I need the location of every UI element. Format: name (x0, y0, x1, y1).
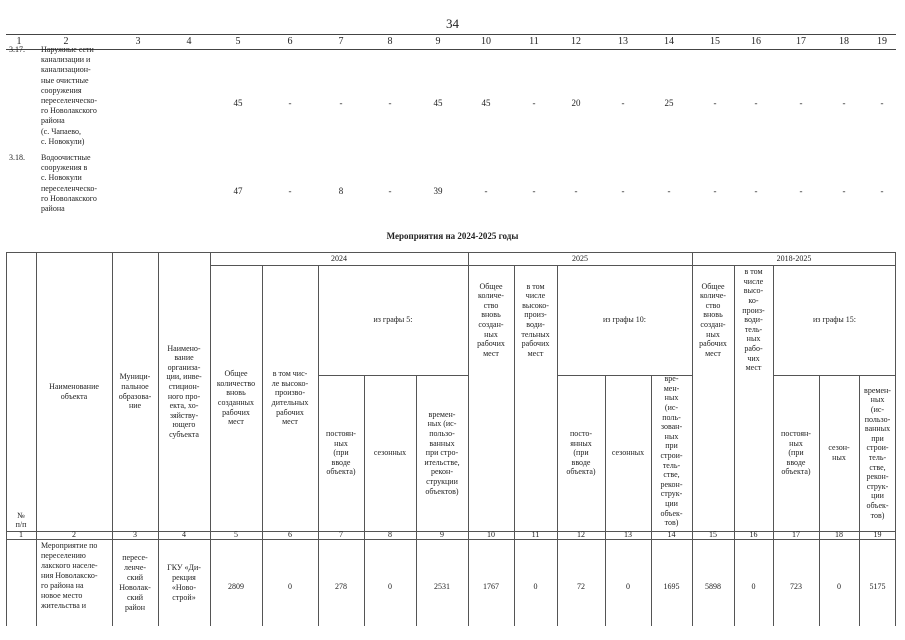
row-value: - (754, 98, 758, 108)
index-cell-14 (652, 532, 691, 538)
col-hp-2025-header-line: тельных (521, 329, 550, 339)
col-total-2025-header-line: вновь (481, 310, 501, 320)
col-temp-all-header-line: при (871, 433, 884, 443)
from-col-5-header-line: из графы 5: (373, 315, 413, 325)
col-seasonal-2024-header-line: сезонных (373, 448, 407, 458)
row-value: 45 (481, 98, 491, 108)
col-municipality-header-line: пальное (121, 381, 149, 391)
year-2025-header-line: 2025 (572, 253, 588, 263)
col-total-2024-header (211, 266, 261, 530)
col-total-all-header-line: рабочих (699, 339, 727, 349)
col-total-2025-header-line: мест (483, 348, 499, 358)
col-total-2025-header-line: количе- (478, 291, 504, 301)
col-seasonal-all-header-line: сезон- (828, 443, 850, 453)
row-value: 47 (233, 186, 243, 196)
index-cell-6 (263, 532, 317, 538)
data-value: 1767 (483, 582, 499, 591)
data-value: 0 (288, 582, 292, 591)
top-header-col-18: 18 (839, 36, 849, 47)
col-organization-header-line: Наимено- (167, 343, 201, 353)
col-temp-2025-header-line: ных (664, 393, 679, 403)
col-object-header-line: Наименование (49, 381, 99, 391)
col-hp-all-header-line: чих (747, 353, 760, 363)
row-value: - (842, 98, 846, 108)
index-cell-13 (606, 532, 650, 538)
index-cell-15-line: 15 (709, 530, 717, 540)
col-municipality-header-line: образова- (118, 391, 152, 401)
index-cell-14-line: 14 (667, 530, 676, 540)
col-temp-2024-header-line: ительстве, (424, 457, 460, 467)
index-cell-17-line: 17 (792, 530, 800, 540)
col-permanent-2025-header-line: янных (570, 438, 592, 448)
data-municipality-line: пересе- (122, 553, 148, 562)
col-temp-2024-header-line: струкции (426, 476, 458, 486)
data-value: 0 (533, 582, 538, 591)
col-hp-2024-header-line: ле высоко- (271, 378, 309, 388)
index-cell-19-line: 19 (873, 530, 882, 540)
index-cell-8-line: 8 (388, 530, 392, 540)
col-temp-2025-header-line: (ис- (664, 403, 679, 413)
col-total-2024-header-line: Общее (224, 369, 248, 379)
row-name-line: района (41, 204, 65, 213)
col-temp-all-header-line: ванных (864, 424, 891, 434)
top-header-col-4: 4 (186, 36, 192, 47)
col-temp-2025-header-line: вре- (664, 374, 679, 384)
col-hp-all-header (735, 266, 772, 374)
row-value: - (532, 98, 536, 108)
col-permanent-all-header (774, 376, 818, 530)
col-municipality-header-line: Муници- (119, 372, 151, 382)
top-header-col-11: 11 (529, 36, 539, 47)
index-cell-1-line: 1 (19, 530, 23, 540)
index-cell-9 (417, 532, 467, 538)
col-permanent-2025-header (558, 376, 604, 530)
col-temp-2025-header-line: строи- (660, 451, 683, 460)
col-temp-2024-header-line: времен- (428, 409, 456, 419)
col-seasonal-2025-header (606, 376, 650, 530)
row-value: - (621, 186, 625, 196)
col-seasonal-2024-header (365, 376, 415, 530)
data-object-line: новое место (41, 591, 83, 600)
col-hp-2024-header-line: произво- (274, 388, 306, 398)
year-2024-header (211, 253, 467, 264)
col-permanent-2024-header-line: вводе (331, 457, 351, 467)
col-organization-header-line: стицион- (168, 381, 200, 391)
top-header-col-9: 9 (435, 36, 441, 47)
col-num-header-line: п/п (15, 520, 27, 530)
col-total-2025-header-line: ство (483, 300, 499, 310)
col-permanent-all-header-line: вводе (786, 457, 806, 467)
data-object-line: лакского населе- (41, 561, 98, 570)
col-total-all-header (693, 266, 733, 374)
col-temp-all-header-line: ции (871, 491, 884, 501)
col-permanent-2024-header-line: (при (333, 448, 349, 458)
row-name-line: Наружные сети (41, 45, 94, 54)
index-cell-3 (113, 532, 157, 538)
row-value: 45 (233, 98, 243, 108)
col-seasonal-2025-header-line: сезонных (611, 448, 645, 458)
top-header-col-16: 16 (751, 36, 761, 47)
year-2018-2025-header (693, 253, 895, 264)
from-col-10-header (558, 266, 691, 374)
col-temp-all-header-line: тель- (868, 453, 887, 462)
col-hp-2024-header (263, 266, 317, 530)
index-cell-16-line: 16 (749, 530, 758, 540)
col-permanent-2025-header-line: вводе (571, 457, 591, 467)
index-cell-19 (860, 532, 895, 538)
col-hp-all-header-line: высо- (743, 286, 764, 296)
col-hp-all-header-line: ко- (748, 296, 759, 306)
col-temp-2024-header-line: ванных (429, 438, 455, 448)
col-permanent-all-header-line: (при (788, 448, 804, 458)
page-number: 34 (446, 16, 459, 31)
col-temp-all-header-line: объек- (866, 500, 889, 510)
row-value: - (754, 186, 758, 196)
top-header-col-12: 12 (571, 36, 581, 47)
col-hp-all-header-line: рабо- (744, 343, 763, 353)
col-temp-2025-header-line: тов) (664, 518, 679, 528)
col-hp-2024-header-line: в том чис- (272, 369, 308, 379)
col-object-header (37, 253, 111, 530)
data-value: 2809 (228, 582, 244, 591)
top-header-col-17: 17 (796, 36, 806, 47)
top-header-col-10: 10 (481, 36, 491, 47)
col-hp-all-header-line: ных (746, 334, 761, 344)
col-organization-header-line: вание (174, 353, 194, 363)
col-organization-header-line: ющего (172, 420, 196, 430)
col-object-header-line: объекта (60, 391, 88, 401)
from-col-15-header (774, 266, 895, 374)
col-temp-2025-header-line: стве, (663, 470, 680, 480)
index-cell-13-line: 13 (624, 530, 632, 540)
col-hp-2025-header-line: мест (527, 348, 544, 358)
col-temp-2024-header-line: пользо- (429, 429, 455, 439)
col-hp-2025-header-line: высоко- (522, 300, 549, 310)
index-cell-5-line: 5 (234, 530, 238, 540)
row-name-line: канализацион- (41, 65, 91, 75)
index-cell-10-line: 10 (487, 530, 495, 540)
col-total-all-header-line: количе- (700, 291, 726, 301)
row-name-line: го Новолакского (41, 193, 97, 203)
row-value: - (288, 186, 292, 196)
data-municipality-line: ский (127, 593, 143, 602)
data-object-line: переселению (41, 551, 86, 560)
col-permanent-2024-header-line: ных (334, 438, 348, 448)
row-value: - (484, 186, 488, 196)
col-permanent-2024-header-line: объекта) (326, 467, 356, 477)
col-hp-2025-header-line: числе (525, 291, 546, 301)
data-value: 0 (751, 582, 756, 591)
col-num-header (7, 253, 35, 530)
top-header-col-8: 8 (387, 36, 393, 47)
from-col-10-header-line: из графы 10: (602, 315, 647, 325)
col-temp-2025-header-line: при (665, 441, 678, 451)
col-temp-2024-header-line: объектов) (425, 486, 459, 496)
col-organization-header-line: зяйству- (169, 410, 199, 420)
col-permanent-2024-header (319, 376, 363, 530)
col-temp-2025-header-line: рекон- (660, 479, 683, 489)
col-hp-2025-header-line: в том (526, 281, 545, 291)
index-cell-10 (469, 532, 513, 538)
data-value: 2531 (434, 582, 450, 591)
col-municipality-header (113, 253, 157, 530)
top-header-col-14: 14 (664, 36, 674, 47)
row-value: 25 (664, 98, 674, 108)
data-municipality-line: район (124, 603, 146, 612)
col-total-2024-header-line: количество (216, 378, 256, 388)
top-header-col-5: 5 (235, 36, 241, 47)
col-total-all-header-line: создан- (700, 320, 726, 329)
col-temp-2025-header-line: струк- (660, 489, 683, 499)
row-value: 20 (571, 98, 581, 108)
row-name-line: переселенческо- (41, 96, 98, 105)
col-total-2024-header-line: рабочих (222, 407, 250, 417)
index-cell-3-line: 3 (133, 530, 137, 540)
col-permanent-2024-header-line: постоян- (326, 429, 356, 439)
index-cell-7 (319, 532, 363, 538)
data-value: 0 (388, 582, 392, 591)
data-value: 5175 (869, 582, 886, 591)
col-permanent-all-header-line: ных (789, 438, 803, 448)
index-cell-16 (735, 532, 772, 538)
col-total-all-header-line: мест (705, 348, 721, 358)
data-municipality-line: Новолак- (119, 583, 151, 592)
col-temp-2025-header-line: тель- (662, 460, 681, 470)
data-object-line: жительства и (41, 601, 87, 610)
from-col-5-header (319, 266, 467, 374)
row-name-line: района (41, 116, 65, 126)
col-organization-header-line: екта, хо- (169, 401, 199, 411)
col-total-all-header-line: ство (705, 300, 721, 310)
top-header-col-6: 6 (287, 36, 293, 47)
col-hp-2025-header-line: рабочих (521, 339, 550, 349)
col-hp-2024-header-line: мест (282, 417, 298, 427)
row-value: - (532, 186, 536, 196)
col-temp-all-header-line: ных (870, 395, 885, 405)
col-organization-header-line: ного про- (167, 391, 201, 401)
col-hp-all-header-line: мест (745, 363, 762, 373)
row-name-line: Водоочистные (41, 153, 91, 162)
col-temp-2025-header (652, 372, 691, 530)
row-value: - (713, 98, 717, 108)
col-total-2024-header-line: созданных (217, 398, 255, 407)
row-name-line: с. Новокули (41, 173, 82, 183)
lower-table (6, 252, 896, 640)
col-total-all-header-line: ных (706, 329, 720, 339)
col-hp-2024-header-line: дительных (271, 398, 309, 407)
data-organization-line: строй» (172, 593, 196, 602)
col-permanent-all-header-line: объекта) (781, 467, 811, 477)
row-name-line: канализации и (41, 55, 91, 65)
top-header-col-7: 7 (338, 36, 344, 47)
top-header-col-13: 13 (618, 36, 628, 47)
col-temp-2024-header (417, 376, 467, 530)
col-temp-2024-header-line: рекон- (431, 467, 453, 477)
index-cell-9-line: 9 (440, 530, 444, 540)
col-total-2025-header-line: Общее (479, 281, 503, 291)
row-value: 39 (433, 186, 443, 196)
index-cell-1 (7, 532, 35, 538)
col-total-all-header-line: Общее (701, 281, 725, 291)
index-cell-7-line: 7 (339, 530, 343, 540)
row-value: - (713, 186, 717, 196)
index-cell-18 (820, 532, 858, 538)
col-temp-all-header-line: стве, (869, 462, 886, 472)
year-2025-header (469, 253, 691, 264)
col-permanent-2025-header-line: объекта) (566, 467, 596, 477)
row-value: - (574, 186, 578, 196)
row-value: - (339, 98, 343, 108)
row-value: - (880, 186, 884, 196)
col-hp-2025-header (515, 266, 556, 374)
data-object-line: Мероприятие по (41, 541, 98, 550)
col-temp-all-header-line: рекон- (866, 472, 889, 482)
col-hp-2024-header-line: рабочих (276, 407, 304, 417)
data-value: 0 (626, 582, 630, 591)
data-value: 0 (837, 582, 841, 591)
col-organization-header (159, 253, 209, 530)
table-rule (895, 252, 896, 626)
index-cell-8 (365, 532, 415, 538)
row-name-line: ные очистные (41, 75, 89, 85)
col-permanent-all-header-line: постоян- (781, 429, 811, 439)
row-number: 3.18. (9, 153, 25, 162)
col-temp-2025-header-line: зован- (660, 422, 683, 432)
index-cell-17 (774, 532, 818, 538)
col-permanent-2025-header-line: (при (573, 448, 589, 458)
col-total-2025-header (469, 266, 513, 374)
index-cell-5 (211, 532, 261, 538)
row-value: - (288, 98, 292, 108)
data-object-line: ния Новолакско- (41, 571, 98, 580)
top-header-col-3: 3 (135, 36, 141, 47)
top-header-col-15: 15 (710, 36, 720, 47)
row-value: - (799, 98, 803, 108)
index-cell-15 (693, 532, 733, 538)
data-value: 278 (335, 582, 347, 591)
col-seasonal-all-header (820, 376, 858, 530)
col-temp-2025-header-line: ции (665, 498, 678, 508)
col-seasonal-all-header-line: ных (832, 453, 846, 462)
top-header-col-1: 1 (16, 36, 22, 47)
top-header-col-19: 19 (877, 36, 887, 47)
data-value: 1695 (663, 582, 680, 591)
col-temp-2025-header-line: поль- (662, 412, 681, 422)
index-cell-11-line: 11 (531, 530, 540, 540)
year-2024-header-line: 2024 (331, 253, 347, 263)
col-temp-all-header-line: струк- (866, 481, 889, 491)
section-title: Мероприятия на 2024-2025 годы (386, 231, 519, 241)
col-hp-all-header-line: произ- (742, 305, 765, 315)
index-cell-2 (37, 532, 111, 538)
col-hp-all-header-line: тель- (744, 324, 763, 334)
data-organization-line: рекция (172, 573, 196, 582)
index-cell-12 (558, 532, 604, 538)
col-total-2024-header-line: вновь (226, 388, 246, 398)
col-total-2025-header-line: ных (484, 329, 498, 339)
row-name-line: переселенческо- (41, 183, 98, 193)
data-organization-line: ГКУ «Ди- (167, 563, 201, 572)
col-total-all-header-line: вновь (703, 310, 723, 320)
row-value: 45 (433, 98, 443, 108)
col-total-2025-header-line: создан- (478, 320, 504, 329)
index-cell-11 (515, 532, 556, 538)
col-hp-all-header-line: води- (744, 315, 763, 325)
col-temp-all-header-line: (ис- (870, 405, 885, 415)
index-cell-4-line: 4 (182, 530, 186, 540)
row-value: 8 (338, 186, 344, 196)
row-value: - (842, 186, 846, 196)
col-temp-all-header-line: тов) (870, 510, 885, 520)
index-cell-18-line: 18 (835, 530, 843, 540)
row-value: - (880, 98, 884, 108)
col-temp-all-header-line: пользо- (864, 414, 891, 424)
index-cell-6-line: 6 (288, 530, 292, 540)
row-name-line: сооружения в (41, 163, 88, 173)
index-cell-12-line: 12 (577, 530, 585, 540)
table-rule (6, 539, 896, 540)
row-value: - (621, 98, 625, 108)
col-hp-2025-header-line: произ- (524, 310, 547, 320)
data-value: 723 (790, 582, 802, 591)
row-value: - (667, 186, 671, 196)
col-temp-2024-header-line: при стро- (425, 448, 459, 458)
top-header-col-2: 2 (63, 36, 69, 47)
col-num-header-line: № (17, 510, 25, 520)
col-organization-header-line: субъекта (169, 429, 199, 439)
col-temp-2025-header-line: мен- (663, 383, 680, 393)
data-value: 72 (577, 582, 585, 591)
col-permanent-2025-header-line: посто- (569, 429, 593, 439)
index-cell-2-line: 2 (72, 530, 76, 540)
col-temp-2024-header-line: ных (ис- (427, 419, 457, 429)
col-temp-2025-header-line: ных (664, 431, 679, 441)
col-organization-header-line: ции, инве- (166, 372, 202, 382)
from-col-15-header-line: из графы 15: (812, 315, 857, 325)
col-total-2025-header-line: рабочих (477, 339, 505, 349)
col-temp-all-header-line: времен- (864, 385, 891, 395)
data-organization-line: «Ново- (171, 583, 197, 592)
col-municipality-header-line: ние (128, 401, 142, 411)
col-hp-2025-header-line: води- (526, 320, 545, 329)
col-total-2024-header-line: мест (228, 417, 244, 427)
row-value: - (388, 98, 392, 108)
data-municipality-line: ленче- (123, 563, 147, 572)
row-name-line: го Новолакского (41, 106, 97, 116)
index-cell-4 (159, 532, 209, 538)
col-temp-2025-header-line: объек- (660, 508, 683, 518)
col-hp-all-header-line: в том (744, 267, 763, 277)
col-temp-all-header-line: строи- (866, 443, 889, 453)
top-header-row (6, 34, 896, 50)
row-name-line: с. Новокули) (41, 136, 85, 146)
col-organization-header-line: организа- (167, 362, 201, 372)
data-municipality-line: ский (127, 573, 143, 582)
row-name-line: (с. Чапаево, (41, 126, 81, 136)
row-number: 3.17. (9, 45, 25, 54)
data-object-line: го района на (41, 581, 84, 590)
row-value: - (799, 186, 803, 196)
row-value: - (388, 186, 392, 196)
year-2018-2025-header-line: 2018-2025 (776, 253, 812, 263)
col-hp-all-header-line: числе (743, 276, 764, 286)
col-temp-all-header (860, 376, 895, 530)
data-value: 5898 (705, 582, 721, 591)
row-name-line: сооружения (41, 85, 82, 95)
